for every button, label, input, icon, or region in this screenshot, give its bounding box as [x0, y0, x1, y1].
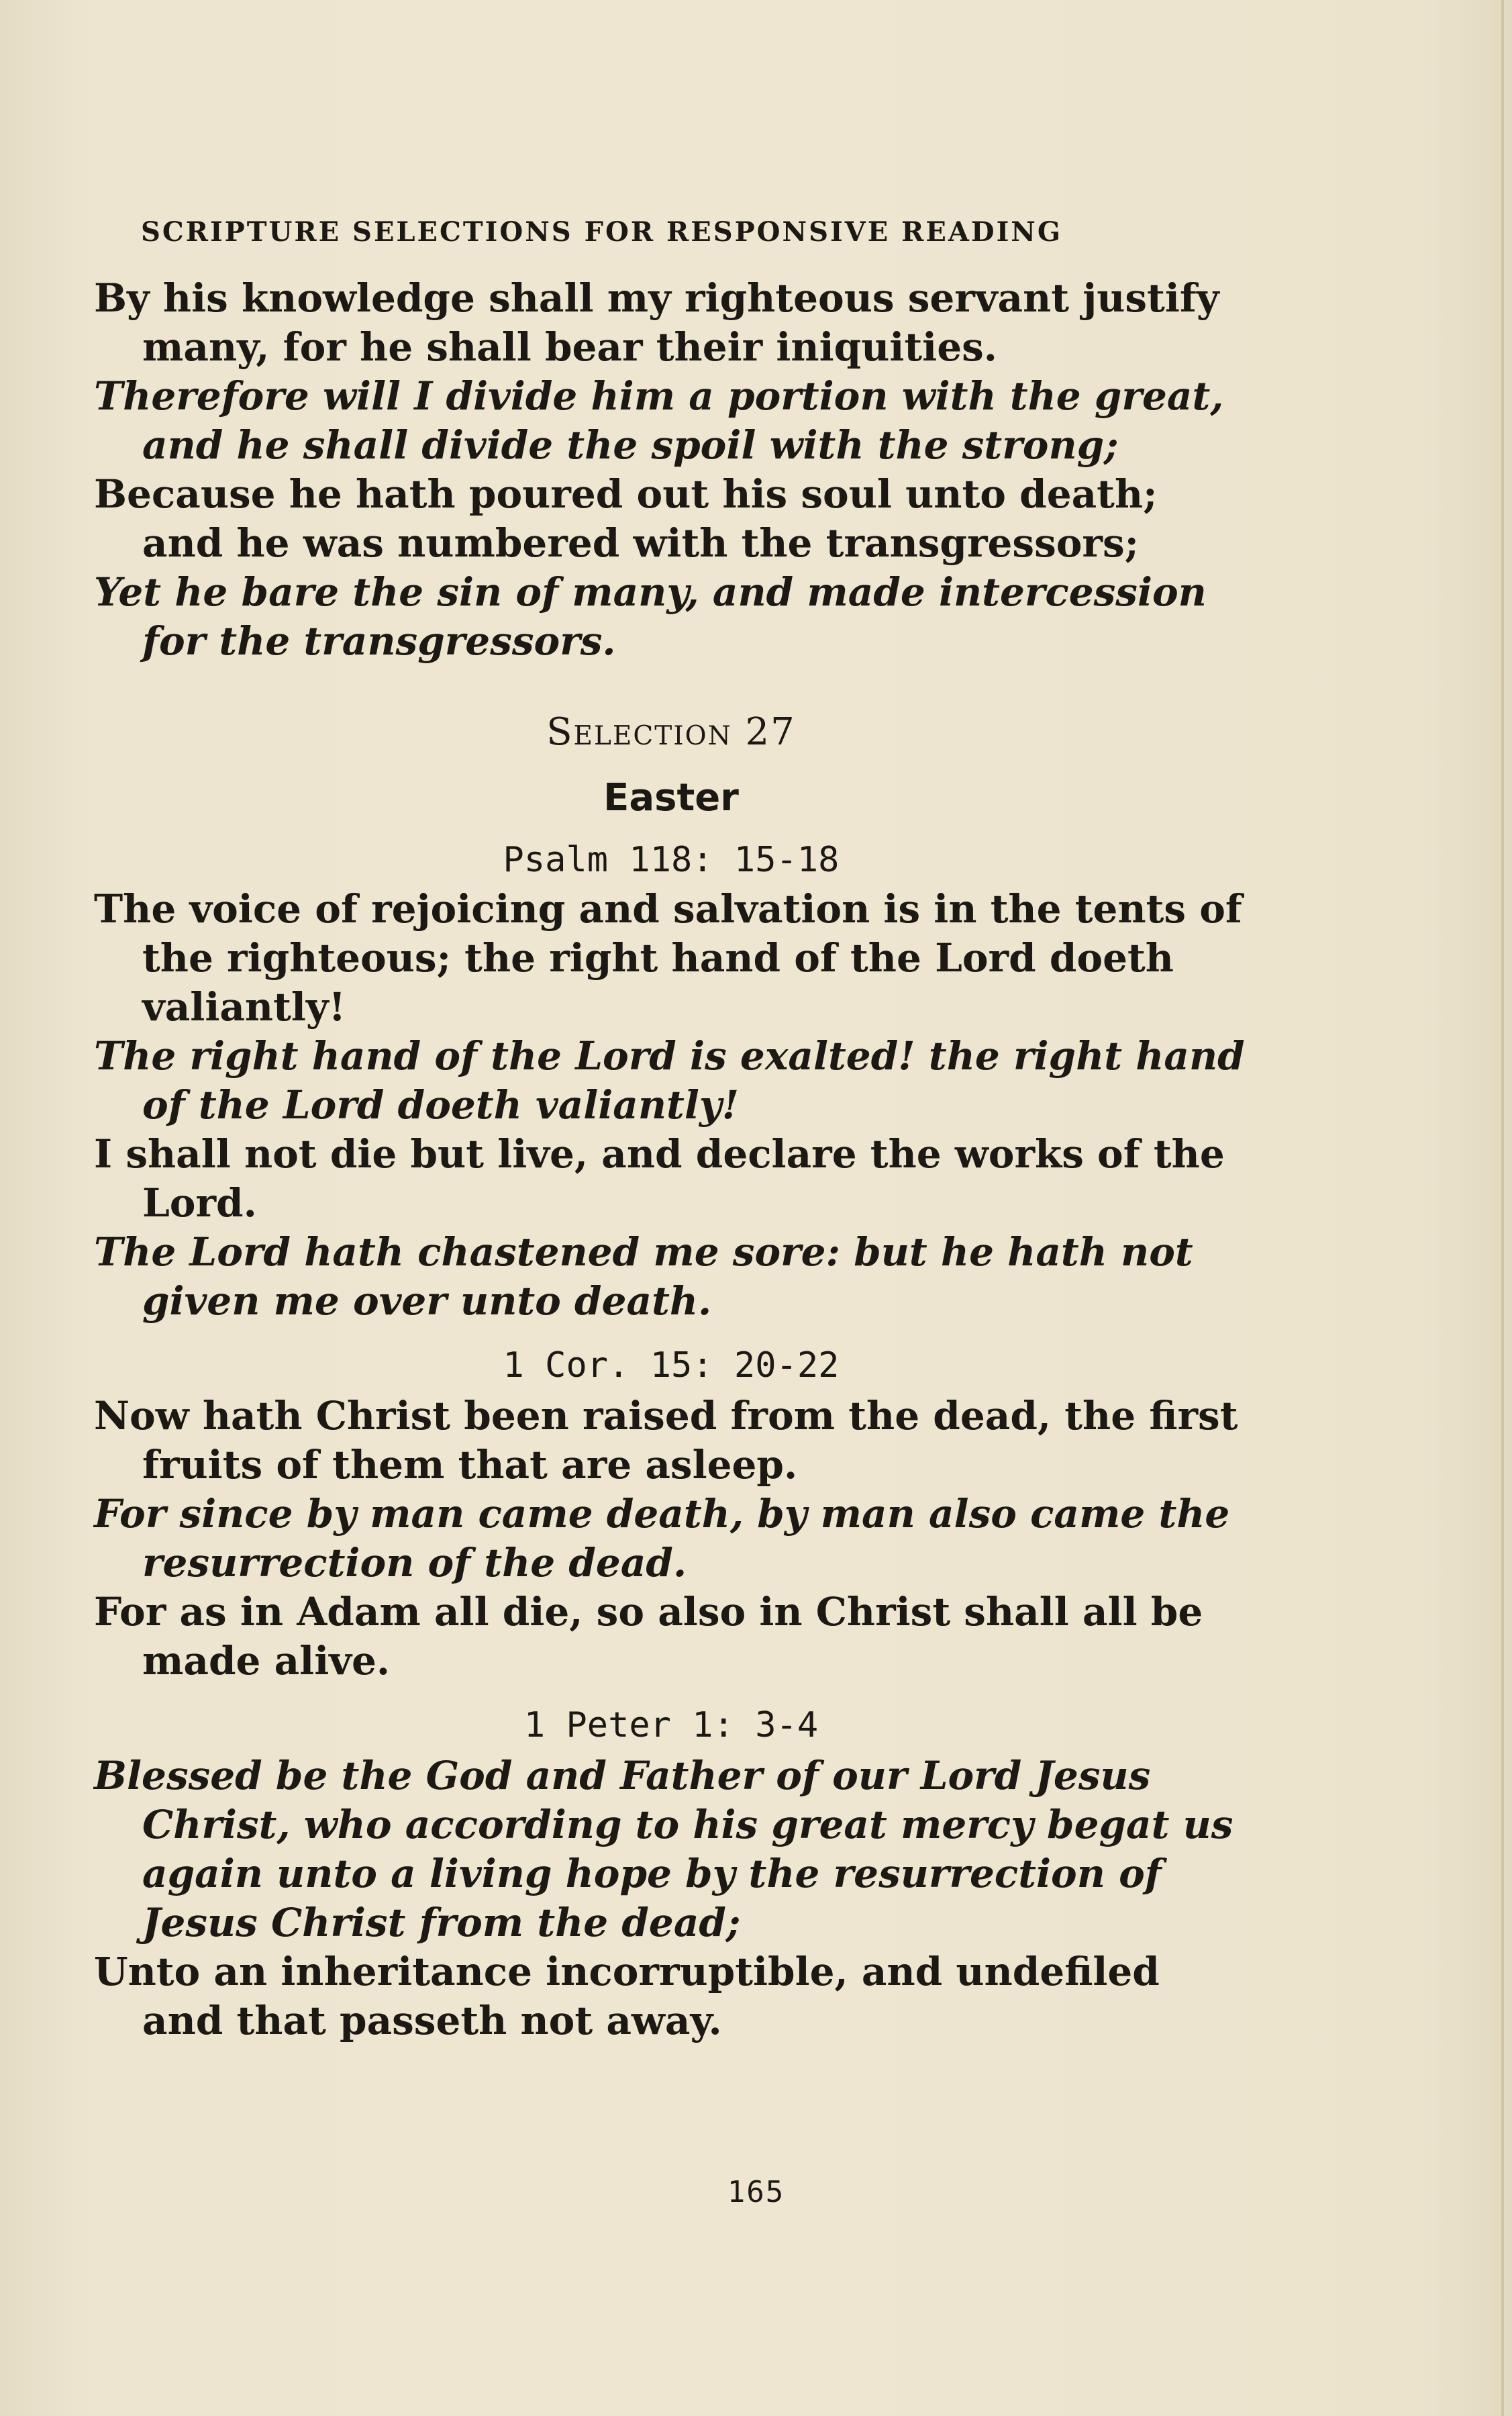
verse-response: Therefore will I divide him a portion with the great, and he shall divide the spoil with the strong; — [94, 373, 1224, 468]
verse: Because he hath poured out his soul unto death; and he was numbered with the transgressors; — [94, 471, 1158, 566]
verse-response: For since by man came death, by man also came the resurrection of the dead. — [94, 1491, 1230, 1586]
verse: The voice of rejoicing and salvation is in the tents of the righteous; the right hand of the Lord doeth valiantly! — [94, 886, 1242, 1030]
selection-title: Selection 27 — [546, 710, 796, 754]
verse-response: Blessed be the God and Father of our Lord Jesus Christ, who according to his great mercy begat us again unto a living hope by the resurrection of Jesus Christ from the dead; — [94, 1753, 1233, 1945]
page-number: 165 — [727, 2175, 785, 2209]
verse-response: Yet he bare the sin of many, and made intercession for the transgressors. — [94, 569, 1207, 664]
verse: Now hath Christ been raised from the dead, the first fruits of them that are asleep. — [94, 1393, 1238, 1488]
passage-reference: 1 Cor. 15: 20-22 — [503, 1345, 840, 1386]
verse: Unto an inheritance incorruptible, and undefiled and that passeth not away. — [94, 1949, 1160, 2043]
verse: For as in Adam all die, so also in Christ shall all be made alive. — [94, 1589, 1203, 1684]
selection-occasion: Easter — [603, 776, 739, 820]
verse-response: The Lord hath chastened me sore: but he hath not given me over unto death. — [94, 1229, 1193, 1324]
verse-response: The right hand of the Lord is exalted! the right hand of the Lord doeth valiantly! — [94, 1033, 1245, 1128]
passage-reference: 1 Peter 1: 3-4 — [523, 1705, 819, 1745]
running-head: SCRIPTURE SELECTIONS FOR RESPONSIVE READING — [141, 216, 1063, 248]
verse: I shall not die but live, and declare the works of the Lord. — [94, 1131, 1225, 1226]
verse: By his knowledge shall my righteous servant justify many, for he shall bear their iniquities. — [94, 275, 1219, 370]
page-body — [94, 274, 1248, 2045]
page-edge — [1501, 0, 1504, 2416]
passage-reference: Psalm 118: 15-18 — [503, 840, 840, 880]
